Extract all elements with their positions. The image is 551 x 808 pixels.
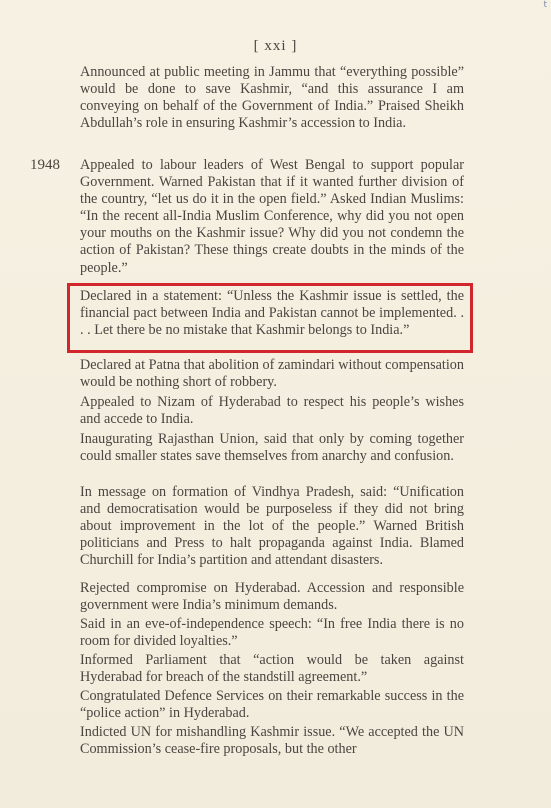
- chronology-entry-highlighted: Declared in a statement: “Unless the Kashmir issue is settled, the financial pact between India and Pakistan cannot be implemented. . . . Let there be no mistake that Kashmir belongs to India.”: [80, 288, 464, 339]
- corner-mark: t: [543, 0, 547, 10]
- chronology-entry: Inaugurating Rajasthan Union, said that only by coming together could smaller states save themselves from anarchy and confusion.: [80, 431, 464, 465]
- chronology-entry: Announced at public meeting in Jammu that “everything possible” would be done to save Kashmir, “and this assurance I am conveying on behalf of the Government of India.” Praised Sheikh Abdullah’s role in ensuring Kashmir’s accession to India.: [80, 64, 464, 132]
- chronology-entry: Appealed to labour leaders of West Bengal to support popular Government. Warned Pakistan that if it wanted further division of the country, “let us do it in the open field.” Asked Indian Muslims: “In the recent all-India Muslim Conference, why did you not open your mouths on the Kashmir issue? Why did you not condemn the action of Pakistan? These things create doubts in the minds of the people.”: [80, 157, 464, 276]
- chronology-entry: Appealed to Nizam of Hyderabad to respect his people’s wishes and accede to India.: [80, 394, 464, 428]
- chronology-entry: In message on formation of Vindhya Pradesh, said: “Unification and democratisation would be purposeless if they did not bring about improvement in the lot of the people.” Warned British politicians and Press to halt propaganda against India. Blamed Churchill for India’s partition and attendant disasters.: [80, 484, 464, 569]
- chronology-entry: Declared at Patna that abolition of zamindari without compensation would be nothing short of robbery.: [80, 357, 464, 391]
- chronology-entry: Rejected compromise on Hyderabad. Accession and responsible government were India’s minimum demands.: [80, 580, 464, 614]
- chronology-entry: Informed Parliament that “action would be taken against Hyderabad for breach of the standstill agreement.”: [80, 652, 464, 686]
- page-number: [ xxi ]: [253, 38, 298, 54]
- chronology-entry: Said in an eve-of-independence speech: “In free India there is no room for divided loyalties.”: [80, 616, 464, 650]
- chronology-entry: Congratulated Defence Services on their remarkable success in the “police action” in Hyderabad.: [80, 688, 464, 722]
- chronology-entry: Indicted UN for mishandling Kashmir issue. “We accepted the UN Commission’s cease-fire proposals, but the other: [80, 724, 464, 758]
- year-marker: 1948: [30, 157, 60, 173]
- highlight-box: [67, 283, 473, 353]
